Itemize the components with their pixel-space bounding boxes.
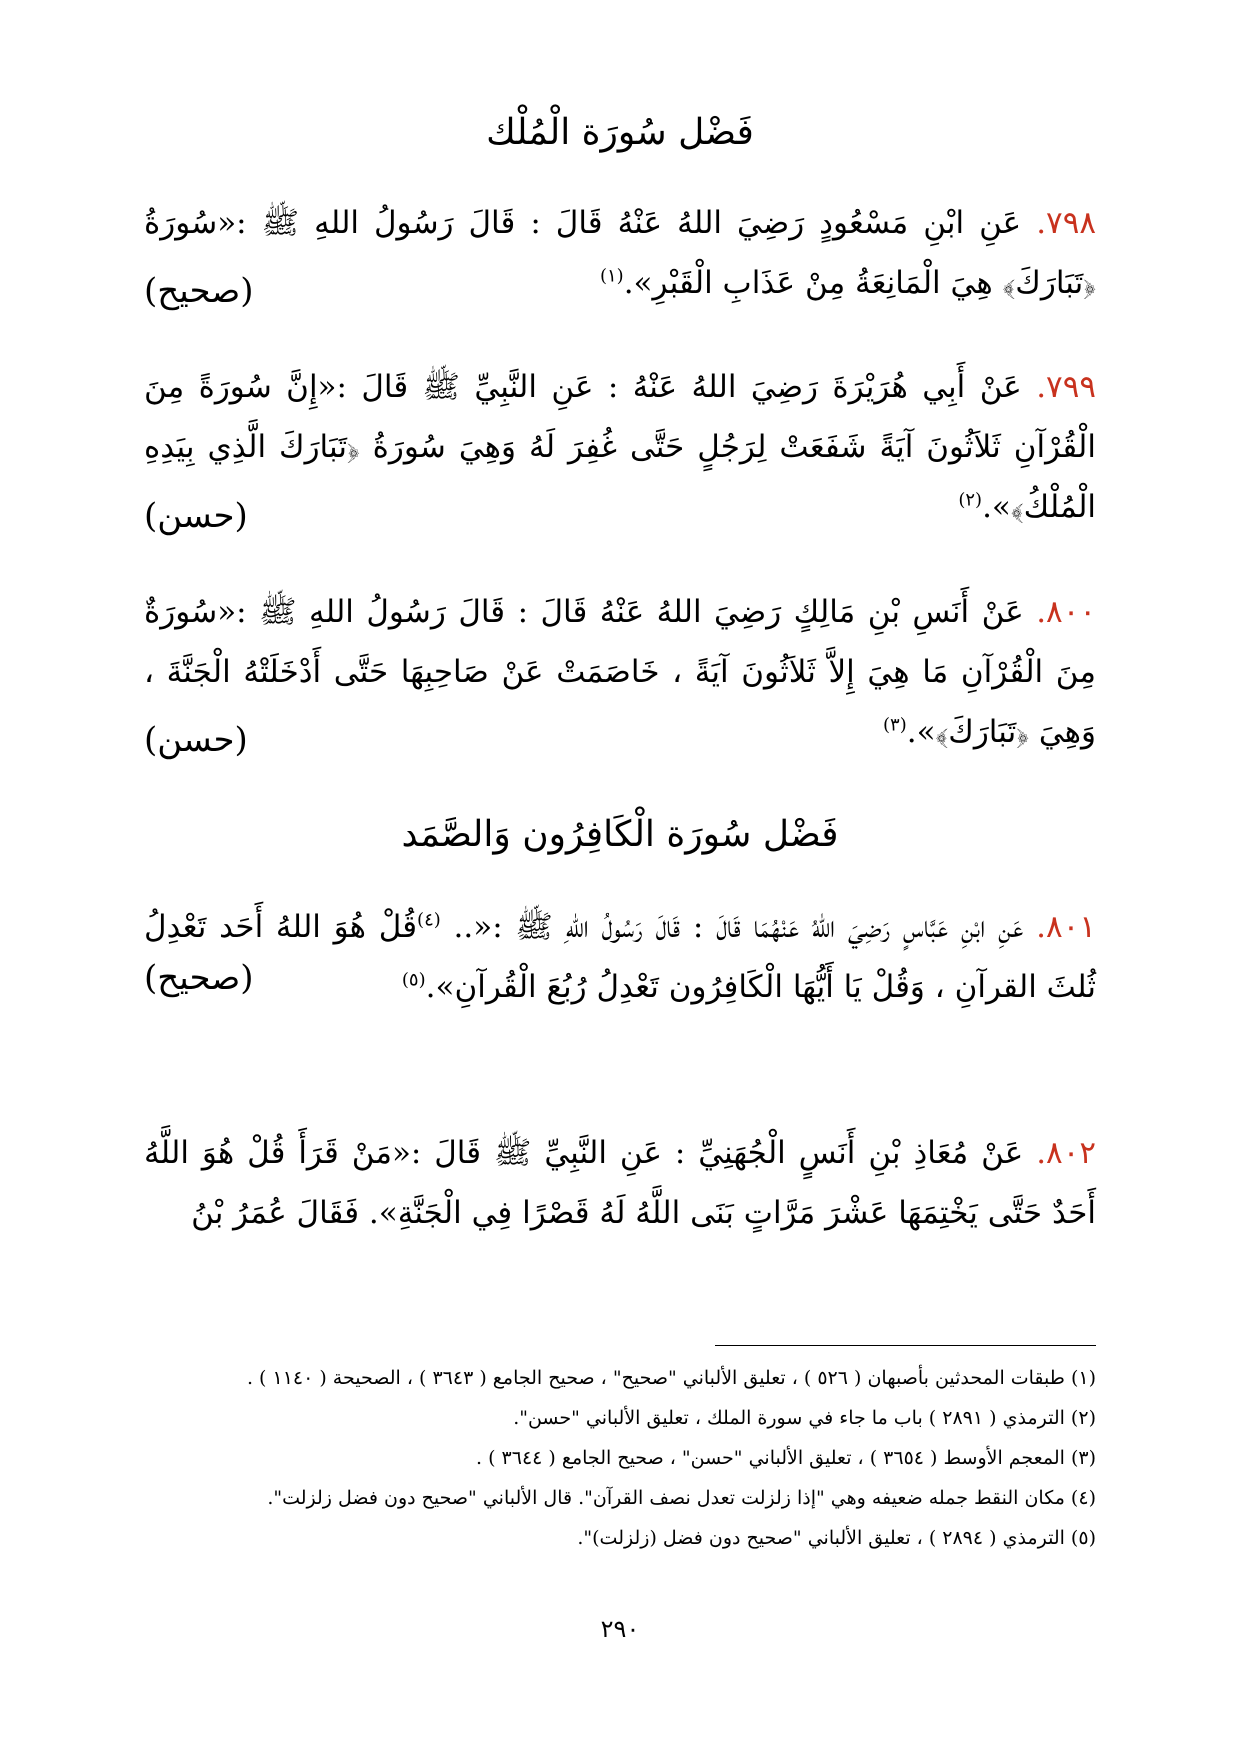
footnote-ref: (٥) <box>401 969 426 991</box>
hadith-number: ٨٠١. <box>1036 909 1096 945</box>
hadith-text: عَنْ أَبِي هُرَيْرَةَ رَضِيَ اللهُ عَنْهُ : عَنِ النَّبِيِّ ﷺ قَالَ :«إِنَّ سُورَةً مِنَ الْقُرْآنِ ثَلاَثُونَ آيَةً شَفَعَتْ لِرَجُلٍ حَتَّى غُفِرَ لَهُ وَهِيَ سُورَةُ ﴿تَبَارَكَ الَّذِي بِيَدِهِ الْمُلْكُ﴾». <box>144 369 1096 525</box>
hadith-text-continued: قُلْ هُوَ اللهُ أَحَد تَعْدِلُ ثُلثَ القرآنِ ، وَقُلْ يَا أَيُّهَا الْكَافِرُون تَعْدِلُ رُبُعَ الْقُرآنِ». <box>144 909 1096 1005</box>
grade-label: (حسن) <box>144 496 248 536</box>
section-heading-mulk: فَضْل سُورَة الْمُلْك <box>486 112 754 153</box>
hadith-text: عَنْ مُعَاذِ بْنِ أَنَسٍ الْجُهَنِيِّ : عَنِ النَّبِيِّ ﷺ قَالَ :«مَنْ قَرَأَ قُلْ هُوَ اللَّهُ أَحَدٌ حَتَّى يَخْتِمَهَا عَشْرَ مَرَّاتٍ بَنَى اللَّهُ لَهُ قَصْرًا فِي الْجَنَّةِ». فَقَالَ عُمَرُ بْنُ <box>144 1135 1096 1231</box>
footnote-2: (٢) الترمذي ( ٢٨٩١ ) باب ما جاء في سورة الملك ، تعليق الألباني "حسن". <box>513 1407 1096 1429</box>
hadith-798 <box>144 193 1096 313</box>
footnote-ref: (٣) <box>882 714 907 736</box>
hadith-802 <box>144 1123 1096 1243</box>
hadith-799 <box>144 357 1096 537</box>
footnote-ref: (٤) <box>417 909 441 931</box>
hadith-text: عَنْ أَنَسِ بْنِ مَالِكٍ رَضِيَ اللهُ عَنْهُ قَالَ : قَالَ رَسُولُ اللهِ ﷺ :«سُورَةٌ مِنَ الْقُرْآنِ مَا هِيَ إِلاَّ ثَلاَثُونَ آيَةً ، خَاصَمَتْ عَنْ صَاحِبِهَا حَتَّى أَدْخَلَتْهُ الْجَنَّةَ ، وَهِيَ ﴿تَبَارَكَ﴾». <box>144 594 1096 750</box>
hadith-number: ٧٩٩. <box>1036 369 1096 405</box>
grade-label: (صحيح) <box>144 271 254 311</box>
hadith-text: عَنِ ابْنِ مَسْعُودٍ رَضِيَ اللهُ عَنْهُ قَالَ : قَالَ رَسُولُ اللهِ ﷺ :«سُورَةُ ﴿تَبَارَكَ﴾ هِيَ الْمَانِعَةُ مِنْ عَذَابِ الْقَبْرِ». <box>144 205 1096 301</box>
hadith-number: ٨٠٠. <box>1036 594 1096 630</box>
footnote-ref: (١) <box>599 265 624 287</box>
footnote-4: (٤) مكان النقط جمله ضعيفه وهي "إذا زلزلت تعدل نصف القرآن". قال الألباني "صحيح دون فضل زلزلت". <box>267 1487 1096 1509</box>
footnote-1: (١) طبقات المحدثين بأصبهان ( ٥٢٦ ) ، تعليق الألباني "صحيح" ، صحيح الجامع ( ٣٦٤٣ ) ، الصحيحة ( ١١٤٠ ) . <box>246 1367 1096 1389</box>
footnote-divider <box>715 1345 1096 1346</box>
hadith-800 <box>144 582 1096 762</box>
hadith-801 <box>144 897 1096 1017</box>
footnote-5: (٥) الترمذي ( ٢٨٩٤ ) ، تعليق الألباني "صحيح دون فضل (زلزلت)". <box>577 1527 1096 1549</box>
page-number: ٢٩٠ <box>600 1615 640 1643</box>
section-heading-kafirun-samad: فَضْل سُورَة الْكَافِرُون وَالصَّمَد <box>401 814 839 855</box>
hadith-number: ٧٩٨. <box>1036 205 1096 241</box>
grade-label: (حسن) <box>144 720 248 760</box>
footnote-3: (٣) المعجم الأوسط ( ٣٦٥٤ ) ، تعليق الألباني "حسن" ، صحيح الجامع ( ٣٦٤٤ ) . <box>476 1447 1096 1469</box>
hadith-number: ٨٠٢. <box>1036 1135 1096 1171</box>
grade-label: (صحيح) <box>144 958 254 998</box>
footnote-ref: (٢) <box>958 489 983 511</box>
footnotes <box>144 1358 1096 1558</box>
hadith-text: عَنِ ابْنِ عَبَّاسٍ رَضِيَ اللهُ عَنْهُمَا قَالَ : قَالَ رَسُولُ اللهِ ﷺ :«.. <box>440 909 1037 945</box>
